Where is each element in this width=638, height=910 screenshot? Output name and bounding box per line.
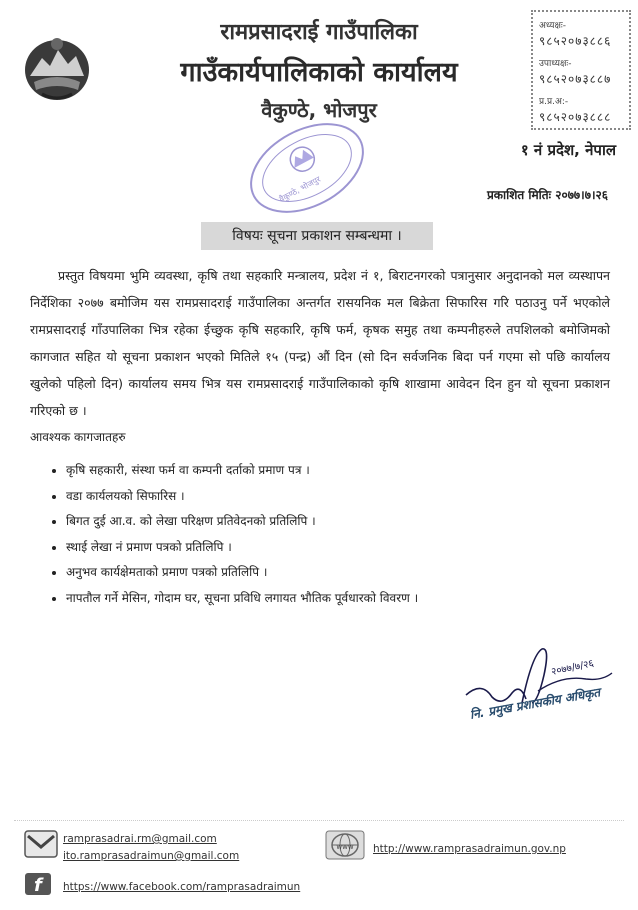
notice-body: प्रस्तुत विषयमा भुमि व्यवस्था, कृषि तथा सहकारि मन्त्रालय, प्रदेश नं १, बिराटनगरको पत्रानुसार अनुदानको मल व्यस्थापन निर्देशिका २०७७ बमोजिम यस रामप्रसादराई गाउँपालिका अन्तर्गत रासयनिक मल बिक्रेता सिफारिस गरि पठाउनु पर्ने भएकोले रामप्रसादराई गाँउपालिका भित्र रहेका ईच्छुक कृषि सहकारि, कृषि फर्म, कृषक समुह तथा कम्पनीहरुले तपशिलको बमोजिमको कागजात सहित यो सूचना प्रकाशन भएको मितिले १५ (पन्द्र) औं दिन (सो दिन सर्वजनिक बिदा पर्न गएमा सो पछि कार्यालय खुलेको पहिलो दिन) कार्यालय समय भित्र यस रामप्रसादराई गाउँपालिकाको कृषि शाखामा आवेदन दिन हुन यो सूचना प्रकाशन गरिएको छ ।	[30, 268, 610, 418]
footer-divider	[14, 820, 624, 821]
municipality-name: रामप्रसादराई गाउँपालिका	[220, 20, 418, 45]
mail-icon	[24, 830, 58, 858]
svg-text:वैकुण्ठे, भोजपुर: वैकुण्ठे, भोजपुर	[277, 174, 323, 204]
list-item: • बिगत दुई आ.व. को लेखा परिक्षण प्रतिवेदनको प्रतिलिपि ।	[66, 509, 418, 535]
cao-label: प्र.प्र.अ:-	[539, 97, 569, 107]
signatory-title: नि. प्रमुख प्रशासकीय अधिकृत	[468, 685, 602, 722]
province: १ नं प्रदेश, नेपाल	[520, 141, 616, 159]
subject-line: विषयः सूचना प्रकाशन सम्बन्धमा ।	[201, 222, 433, 250]
requirements-heading: आवश्यक कागजातहरु	[30, 430, 126, 444]
cao-number: ९८५२०७३८८८	[539, 110, 612, 124]
list-item: • वडा कार्यलयको सिफारिस ।	[66, 484, 418, 510]
chair-number: ९८५२०७३८८६	[539, 34, 612, 48]
published-date: प्रकाशित मितिः २०७७।७।२६	[486, 188, 608, 202]
office-address: वैकुण्ठे, भोजपुर	[261, 98, 377, 122]
facebook-icon	[24, 872, 52, 896]
vice-chair-label: उपाध्यक्षः-	[539, 59, 572, 69]
email-link[interactable]: ramprasadrai.rm@gmail.com	[63, 833, 217, 845]
facebook-link[interactable]: https://www.facebook.com/ramprasadraimun	[63, 881, 301, 893]
requirements-list	[48, 458, 418, 611]
website-link[interactable]: http://www.ramprasadraimun.gov.np	[373, 843, 566, 855]
list-item: • स्थाई लेखा नं प्रमाण पत्रको प्रतिलिपि ।	[66, 535, 418, 561]
vice-chair-number: ९८५२०७३८८७	[539, 72, 612, 86]
svg-text:२०७७/७/२६: २०७७/७/२६	[550, 658, 595, 678]
list-item: • कृषि सहकारी, संस्था फर्म वा कम्पनी दर्ताको प्रमाण पत्र ।	[66, 458, 418, 484]
svg-text:f: f	[34, 875, 42, 896]
chair-label: अध्यक्षः-	[539, 21, 566, 31]
list-item: • नापतौल गर्ने मेसिन, गोदाम घर, सूचना प्रविधि लगायत भौतिक पूर्वधारको विवरण ।	[66, 586, 418, 612]
email-link[interactable]: ito.ramprasadraimun@gmail.com	[63, 850, 240, 862]
contact-number-box	[531, 10, 631, 130]
list-item: • अनुभव कार्यक्षेमताको प्रमाण पत्रको प्रतिलिपि ।	[66, 560, 418, 586]
globe-icon	[325, 830, 365, 860]
svg-text:www: www	[336, 843, 354, 851]
office-name: गाउँकार्यपालिकाको कार्यालय	[180, 57, 458, 88]
office-seal	[238, 118, 376, 218]
